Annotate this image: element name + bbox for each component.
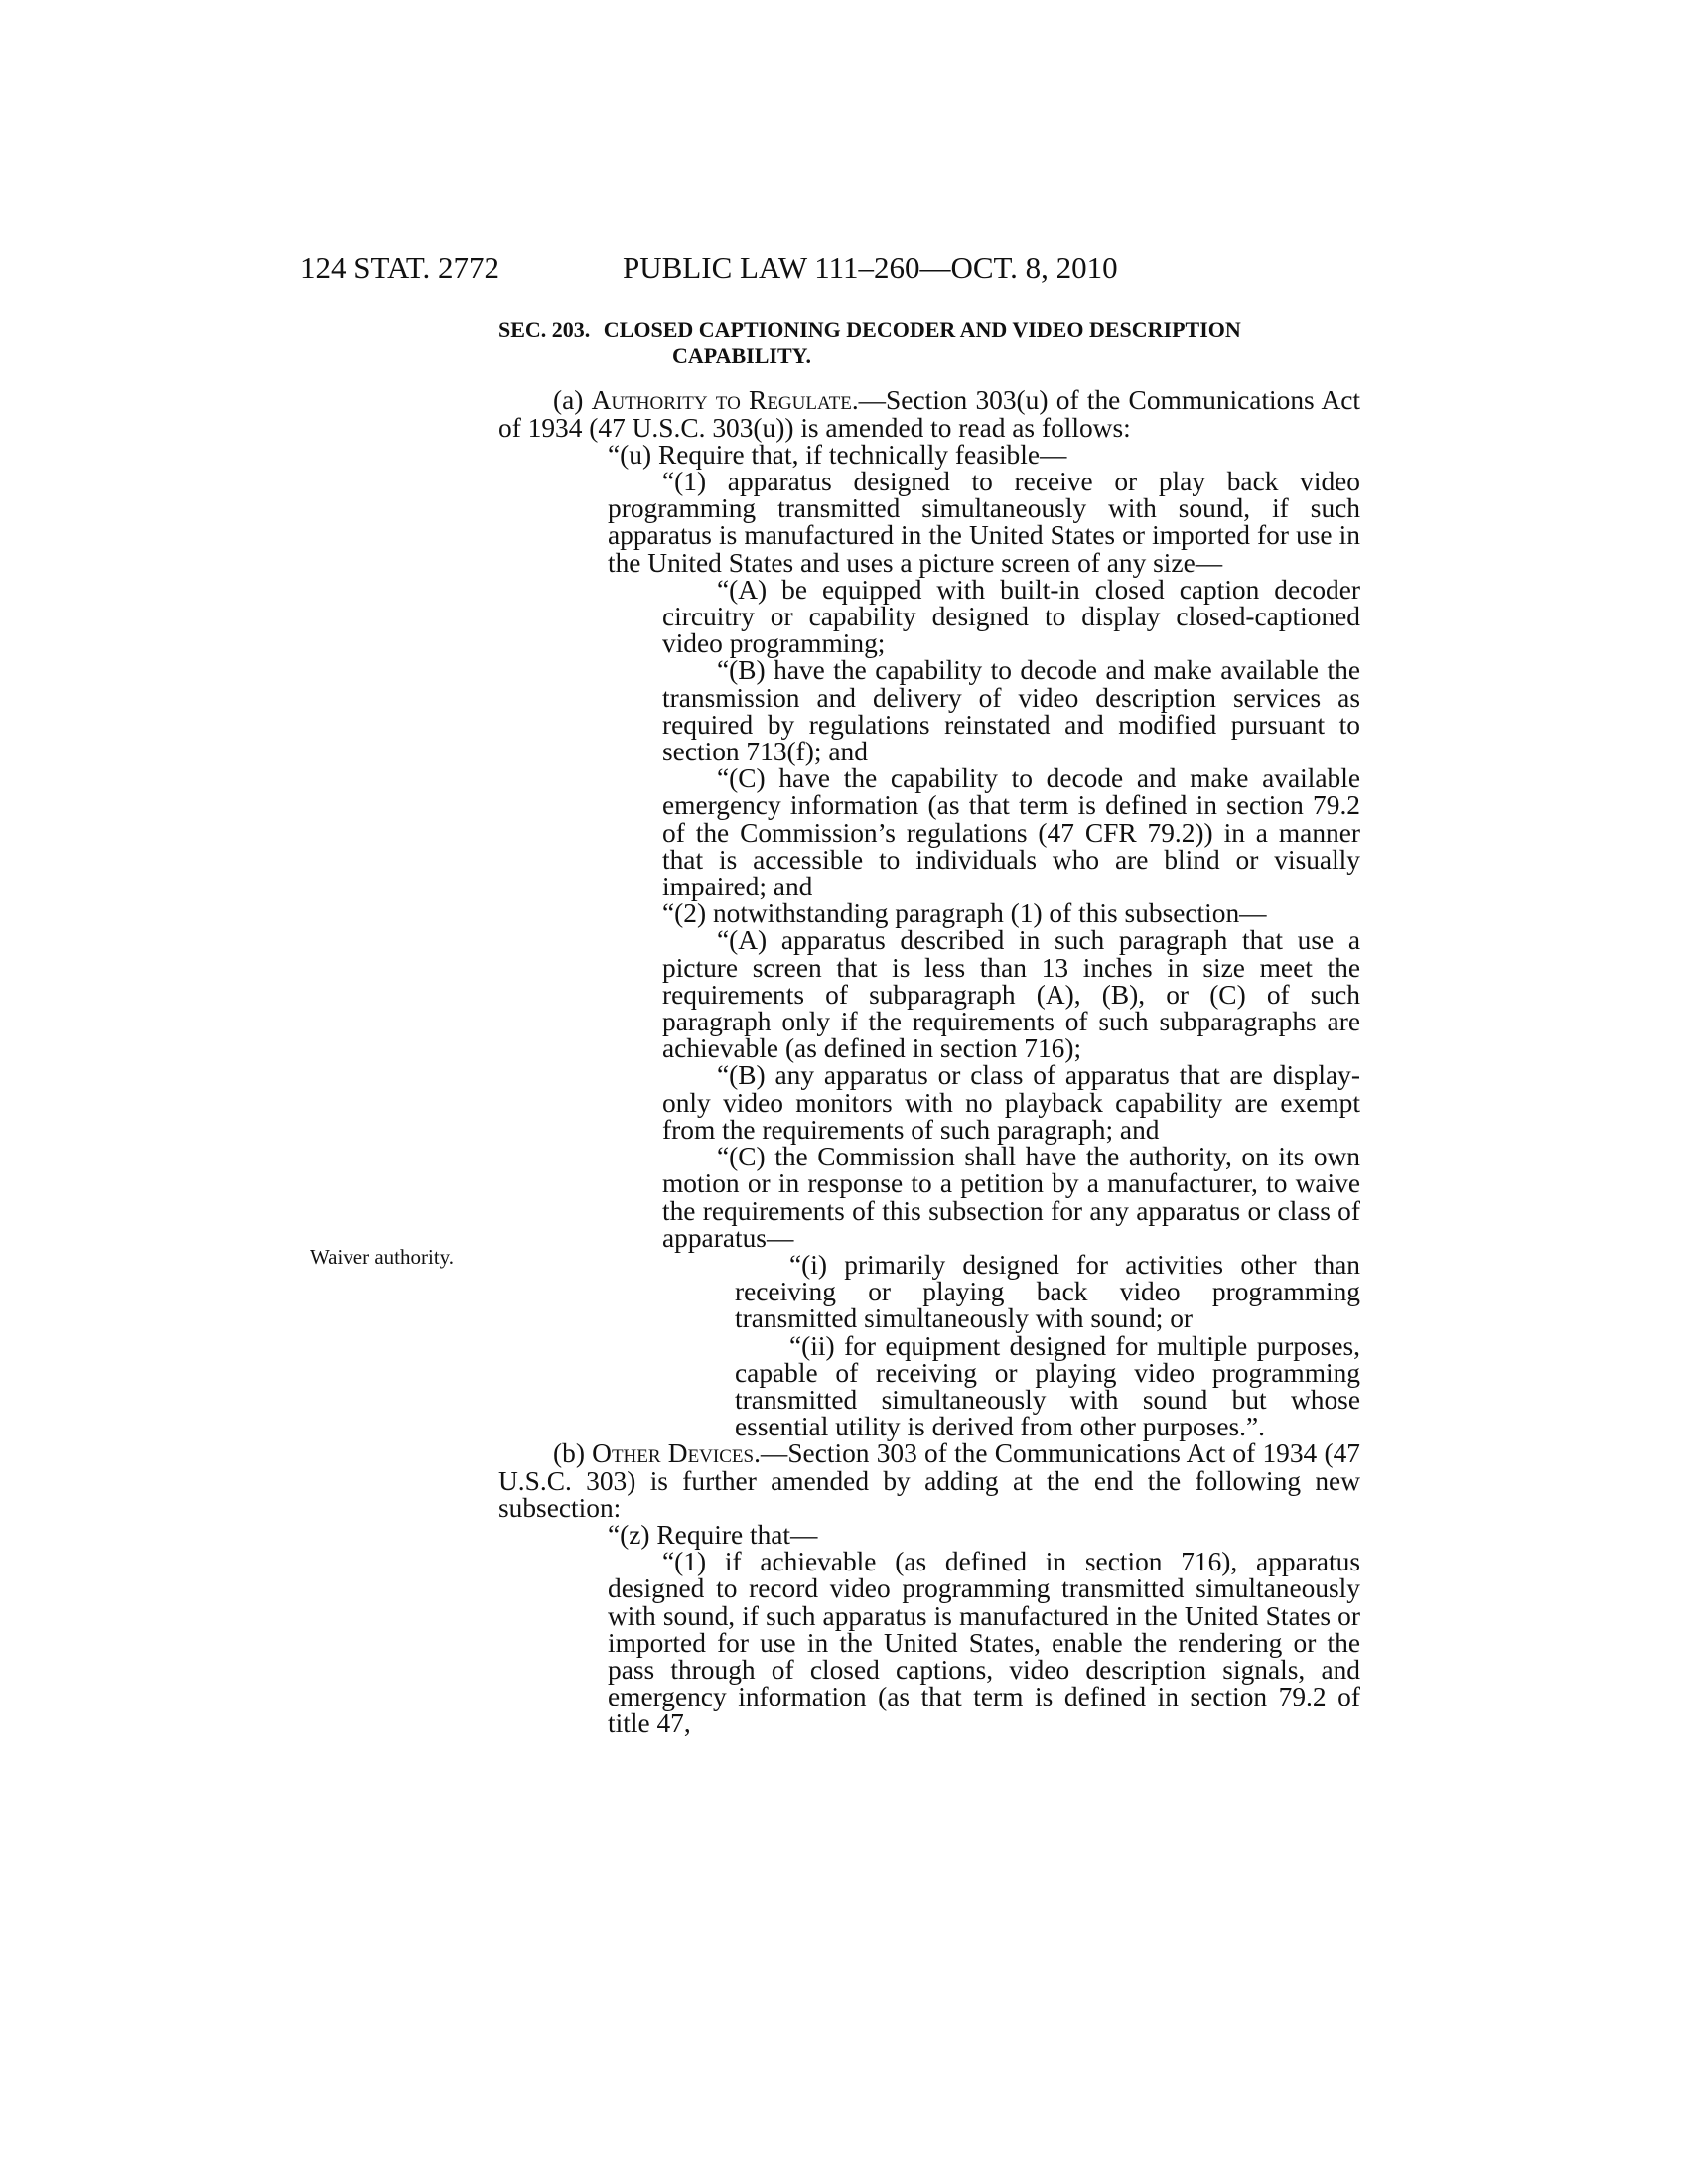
section-heading [498, 316, 1360, 369]
paragraph-z1: “(1) if achievable (as defined in section 716), apparatus designed to record video programming transmitted simultaneously with sound, if such apparatus is manufactured in the United States or imported for use in the United States, enable the rendering or the pass through of closed captions, video description signals, and emergency information (as that term is defined in section 79.2 of title 47, [608, 1547, 1360, 1739]
subsection-z-intro: “(z) Require that— [608, 1519, 818, 1550]
section-title-line2: CAPABILITY. [672, 343, 811, 369]
subparagraph-u2B: “(B) any apparatus or class of apparatus that are display-only video monitors with no playback capability are exempt from the requirements of such paragraph; and [662, 1060, 1360, 1145]
subsection-a-text: .—Section 303(u) of the Communications Act of 1934 (47 U.S.C. 303(u)) is amended to read as follows: [498, 385, 1361, 443]
paragraph-u2: “(2) notwithstanding paragraph (1) of this subsection— [662, 898, 1267, 929]
paragraph-u1: “(1) apparatus designed to receive or play back video programming transmitted simultaneously with sound, if such apparatus is manufactured in the United States or imported for use in the United States and uses a picture screen of any size— [608, 467, 1360, 578]
subsection-b-open: (b) [553, 1438, 593, 1469]
subparagraph-u1B: “(B) have the capability to decode and make available the transmission and delivery of video description services as required by regulations reinstated and modified pursuant to section 713(f); and [662, 655, 1360, 767]
statute-citation: 124 STAT. 2772 [300, 250, 500, 285]
subsection-b-heading: Other Devices [592, 1438, 755, 1469]
document-body [498, 316, 1360, 1738]
section-number: SEC. 203. [498, 317, 591, 341]
clause-u2Ci: “(i) primarily designed for activities other than receiving or playing back video programming transmitted simultaneously with sound; or [735, 1249, 1360, 1334]
law-title: PUBLIC LAW 111–260—OCT. 8, 2010 [623, 250, 1118, 285]
subparagraph-u1C: “(C) have the capability to decode and make available emergency information (as that term is defined in section 79.2 of the Commission’s regulations (47 CFR 79.2)) in a manner that is accessible to individuals who are blind or visually impaired; and [662, 763, 1360, 902]
subparagraph-u1A: “(A) be equipped with built-in closed caption decoder circuitry or capability designed to display closed-captioned video programming; [662, 574, 1360, 659]
section-title-line1: CLOSED CAPTIONING DECODER AND VIDEO DESCRIPTION [603, 317, 1241, 341]
subsection-b-text: .—Section 303 of the Communications Act of 1934 (47 U.S.C. 303) is further amended by adding at the end the following new subsection: [498, 1438, 1360, 1523]
clause-u2Cii: “(ii) for equipment designed for multiple purposes, capable of receiving or playing video programming transmitted simultaneously with sound but whose essential utility is derived from other purposes.”. [735, 1330, 1360, 1442]
subparagraph-u2C: “(C) the Commission shall have the authority, on its own motion or in response to a petition by a manufacturer, to waive the requirements of this subsection for any apparatus or class of apparatus— [662, 1142, 1360, 1253]
subsection-u-intro: “(u) Require that, if technically feasible— [608, 439, 1067, 470]
subsection-a-heading: Authority to Regulate [591, 385, 852, 416]
subsection-b [498, 1440, 1360, 1522]
subsection-a-open: (a) [553, 385, 592, 416]
subparagraph-u2A: “(A) apparatus described in such paragraph that use a picture screen that is less than 13 inches in size meet the requirements of subparagraph (A), (B), or (C) of such paragraph only if the requirements of such subparagraphs are achievable (as defined in section 716); [662, 925, 1360, 1064]
subsection-a [498, 387, 1360, 441]
running-head [0, 248, 1688, 288]
margin-note-waiver-authority: Waiver authority. [310, 1245, 455, 1269]
